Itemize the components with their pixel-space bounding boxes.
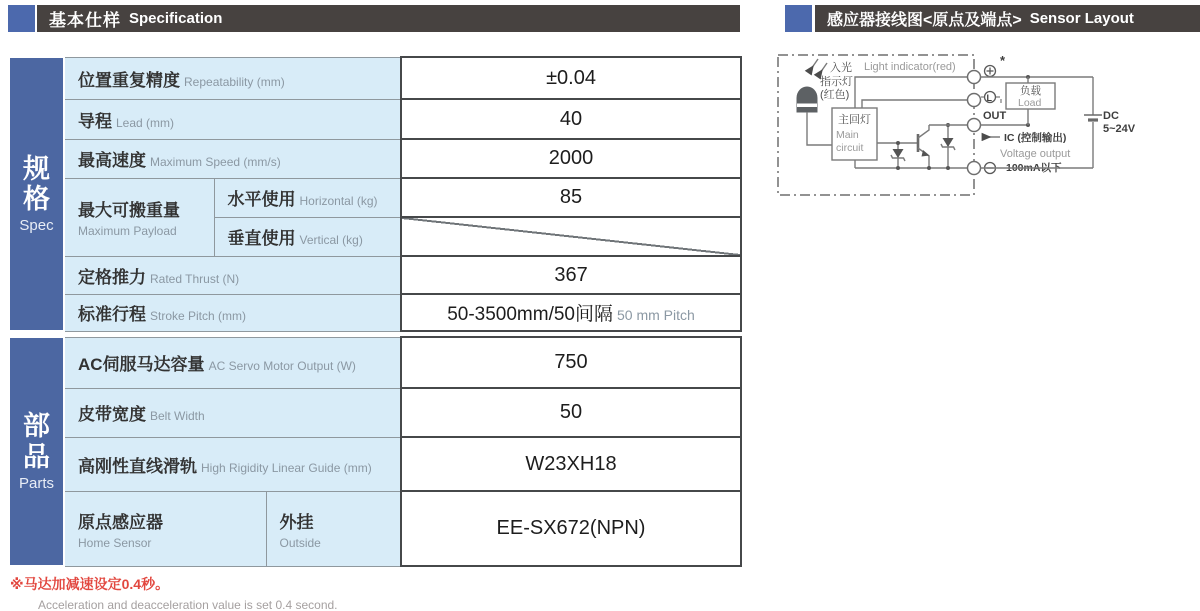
spec-table: [8, 56, 740, 567]
asterisk-note: *: [1000, 53, 1006, 68]
value-motor: 750: [401, 337, 741, 388]
value-main: 50-3500mm/50间隔: [447, 304, 613, 325]
label-payload: [64, 178, 214, 256]
indicator-label: 指示灯: [820, 76, 853, 88]
label-zh: 位置重复精度: [78, 70, 180, 90]
label-zh: 标准行程: [78, 305, 146, 324]
light-in-label: 入光: [830, 62, 852, 74]
label-en: Lead (mm): [116, 115, 175, 130]
voltage-output-label: Voltage output: [1000, 148, 1071, 160]
label-zh: 原点感应器: [78, 512, 163, 532]
value-payload-vertical-na: [401, 217, 741, 256]
label-thrust: [64, 256, 401, 294]
label-en: Rated Thrust (N): [150, 271, 240, 286]
indicator-wire: [862, 100, 968, 108]
label-en: Maximum Payload: [78, 224, 177, 238]
label-stroke: [64, 294, 401, 331]
value-home-sensor: EE-SX672(NPN): [401, 491, 741, 566]
plus-terminal-icon: [985, 66, 996, 77]
terminal-minus: [968, 162, 981, 175]
value-stroke: [401, 294, 741, 331]
label-zh: 高刚性直线滑轨: [78, 456, 197, 476]
label-zh: 垂直使用: [227, 229, 296, 248]
blue-square-icon: [785, 5, 812, 32]
light-indicator-en-label: Light indicator(red): [864, 61, 956, 73]
main-circuit-en2: circuit: [836, 142, 864, 154]
value-lead: 40: [401, 99, 741, 139]
section-label-en: Parts: [18, 474, 54, 492]
battery-icon: [1084, 77, 1102, 168]
header-title-zh: 基本仕样: [49, 11, 121, 30]
terminal-plus: [968, 71, 981, 84]
label-motor: [64, 337, 401, 388]
parts-section-table: [8, 336, 742, 567]
value-max-speed: 2000: [401, 139, 741, 178]
table-row: [9, 57, 741, 99]
label-en: Maximum Speed (mm/s): [150, 155, 281, 169]
footnote: [10, 574, 338, 611]
value-thrust: 367: [401, 256, 741, 294]
label-home-sensor-outside: [266, 491, 401, 566]
header-title-en: Sensor Layout: [1029, 10, 1134, 27]
vplus-rail: [855, 77, 968, 108]
header-title-en: Specification: [129, 10, 223, 27]
value-belt: 50: [401, 388, 741, 437]
header-bar: [37, 5, 740, 32]
label-en: Belt Width: [150, 409, 205, 423]
out-label: OUT: [983, 110, 1007, 122]
zener-diode-icon: [941, 123, 955, 170]
zener-diode-icon: [891, 141, 905, 170]
current-limit-label: 100mA以下: [1006, 162, 1062, 174]
label-en: Repeatability (mm): [184, 74, 285, 89]
label-repeatability: [64, 57, 401, 99]
indicator-color-label: (红色): [820, 89, 850, 101]
label-en: Horizontal (kg): [299, 194, 378, 208]
light-ray-icon: [809, 59, 818, 72]
label-zh: AC伺服马达容量: [78, 355, 205, 374]
spec-section-table: [8, 56, 742, 332]
main-circuit-en1: Main: [836, 129, 859, 141]
label-lead: [64, 99, 401, 139]
label-en: High Rigidity Linear Guide (mm): [201, 460, 372, 475]
label-zh: 最高速度: [78, 151, 146, 170]
table-row: [9, 139, 741, 178]
load-en-label: Load: [1018, 97, 1042, 109]
section-label-zh: 部品: [23, 411, 50, 472]
label-en: Vertical (kg): [299, 233, 363, 247]
label-max-speed: [64, 139, 401, 178]
label-guide: [64, 437, 401, 491]
table-row: [9, 256, 741, 294]
dc-range-label: 5~24V: [1103, 123, 1136, 135]
label-en: Stroke Pitch (mm): [150, 309, 247, 323]
transistor-icon: [918, 125, 931, 170]
section-cell-spec: [9, 57, 64, 331]
terminal-light: [968, 94, 981, 107]
terminal-out: [968, 119, 981, 132]
light-ray-icon: [818, 63, 827, 76]
section-cell-parts: [9, 337, 64, 566]
value-repeatability: ±0.04: [401, 57, 741, 99]
header-sensor-layout: [785, 5, 1200, 32]
led-wire: [807, 112, 832, 145]
table-row: [9, 337, 741, 388]
label-zh: 导程: [78, 111, 112, 131]
label-en: Outside: [279, 535, 321, 550]
sensor-wiring-diagram: [772, 45, 1200, 205]
table-row: [9, 437, 741, 491]
label-payload-horizontal: [214, 178, 401, 217]
header-bar: [815, 5, 1200, 32]
blue-square-icon: [8, 5, 35, 32]
label-zh: 定格推力: [78, 267, 146, 287]
value-sub: 50 mm Pitch: [617, 307, 695, 323]
header-specification: [8, 5, 740, 32]
footnote-zh: ※马达加减速设定0.4秒。: [10, 576, 170, 592]
label-en: AC Servo Motor Output (W): [208, 359, 356, 373]
label-belt: [64, 388, 401, 437]
value-payload-horizontal: 85: [401, 178, 741, 217]
table-row: [9, 178, 741, 217]
led-indicator-icon: [797, 87, 817, 112]
label-zh: 外挂: [279, 512, 314, 532]
load-zh-label: 负载: [1020, 85, 1041, 97]
footnote-en: Acceleration and deacceleration value is set 0.4 second.: [38, 598, 338, 611]
section-label-en: Spec: [19, 217, 54, 235]
label-zh: 皮带宽度: [78, 405, 146, 424]
section-label-zh: 规格: [23, 153, 50, 214]
header-title-zh: 感应器接线图<原点及端点>: [827, 12, 1022, 29]
table-row: [9, 491, 741, 566]
table-row: [9, 294, 741, 331]
main-circuit-zh: 主回灯: [838, 114, 871, 126]
terminal-l-label: L: [986, 93, 992, 103]
label-zh: 水平使用: [227, 190, 296, 209]
dc-label: DC: [1103, 110, 1119, 122]
ic-label: IC (控制输出): [1004, 132, 1067, 144]
label-home-sensor: [64, 491, 266, 566]
value-guide: W23XH18: [401, 437, 741, 491]
label-payload-vertical: [214, 217, 401, 256]
table-row: [9, 99, 741, 139]
table-row: [9, 388, 741, 437]
label-en: Home Sensor: [78, 535, 152, 550]
label-zh: 最大可搬重量: [78, 201, 180, 220]
